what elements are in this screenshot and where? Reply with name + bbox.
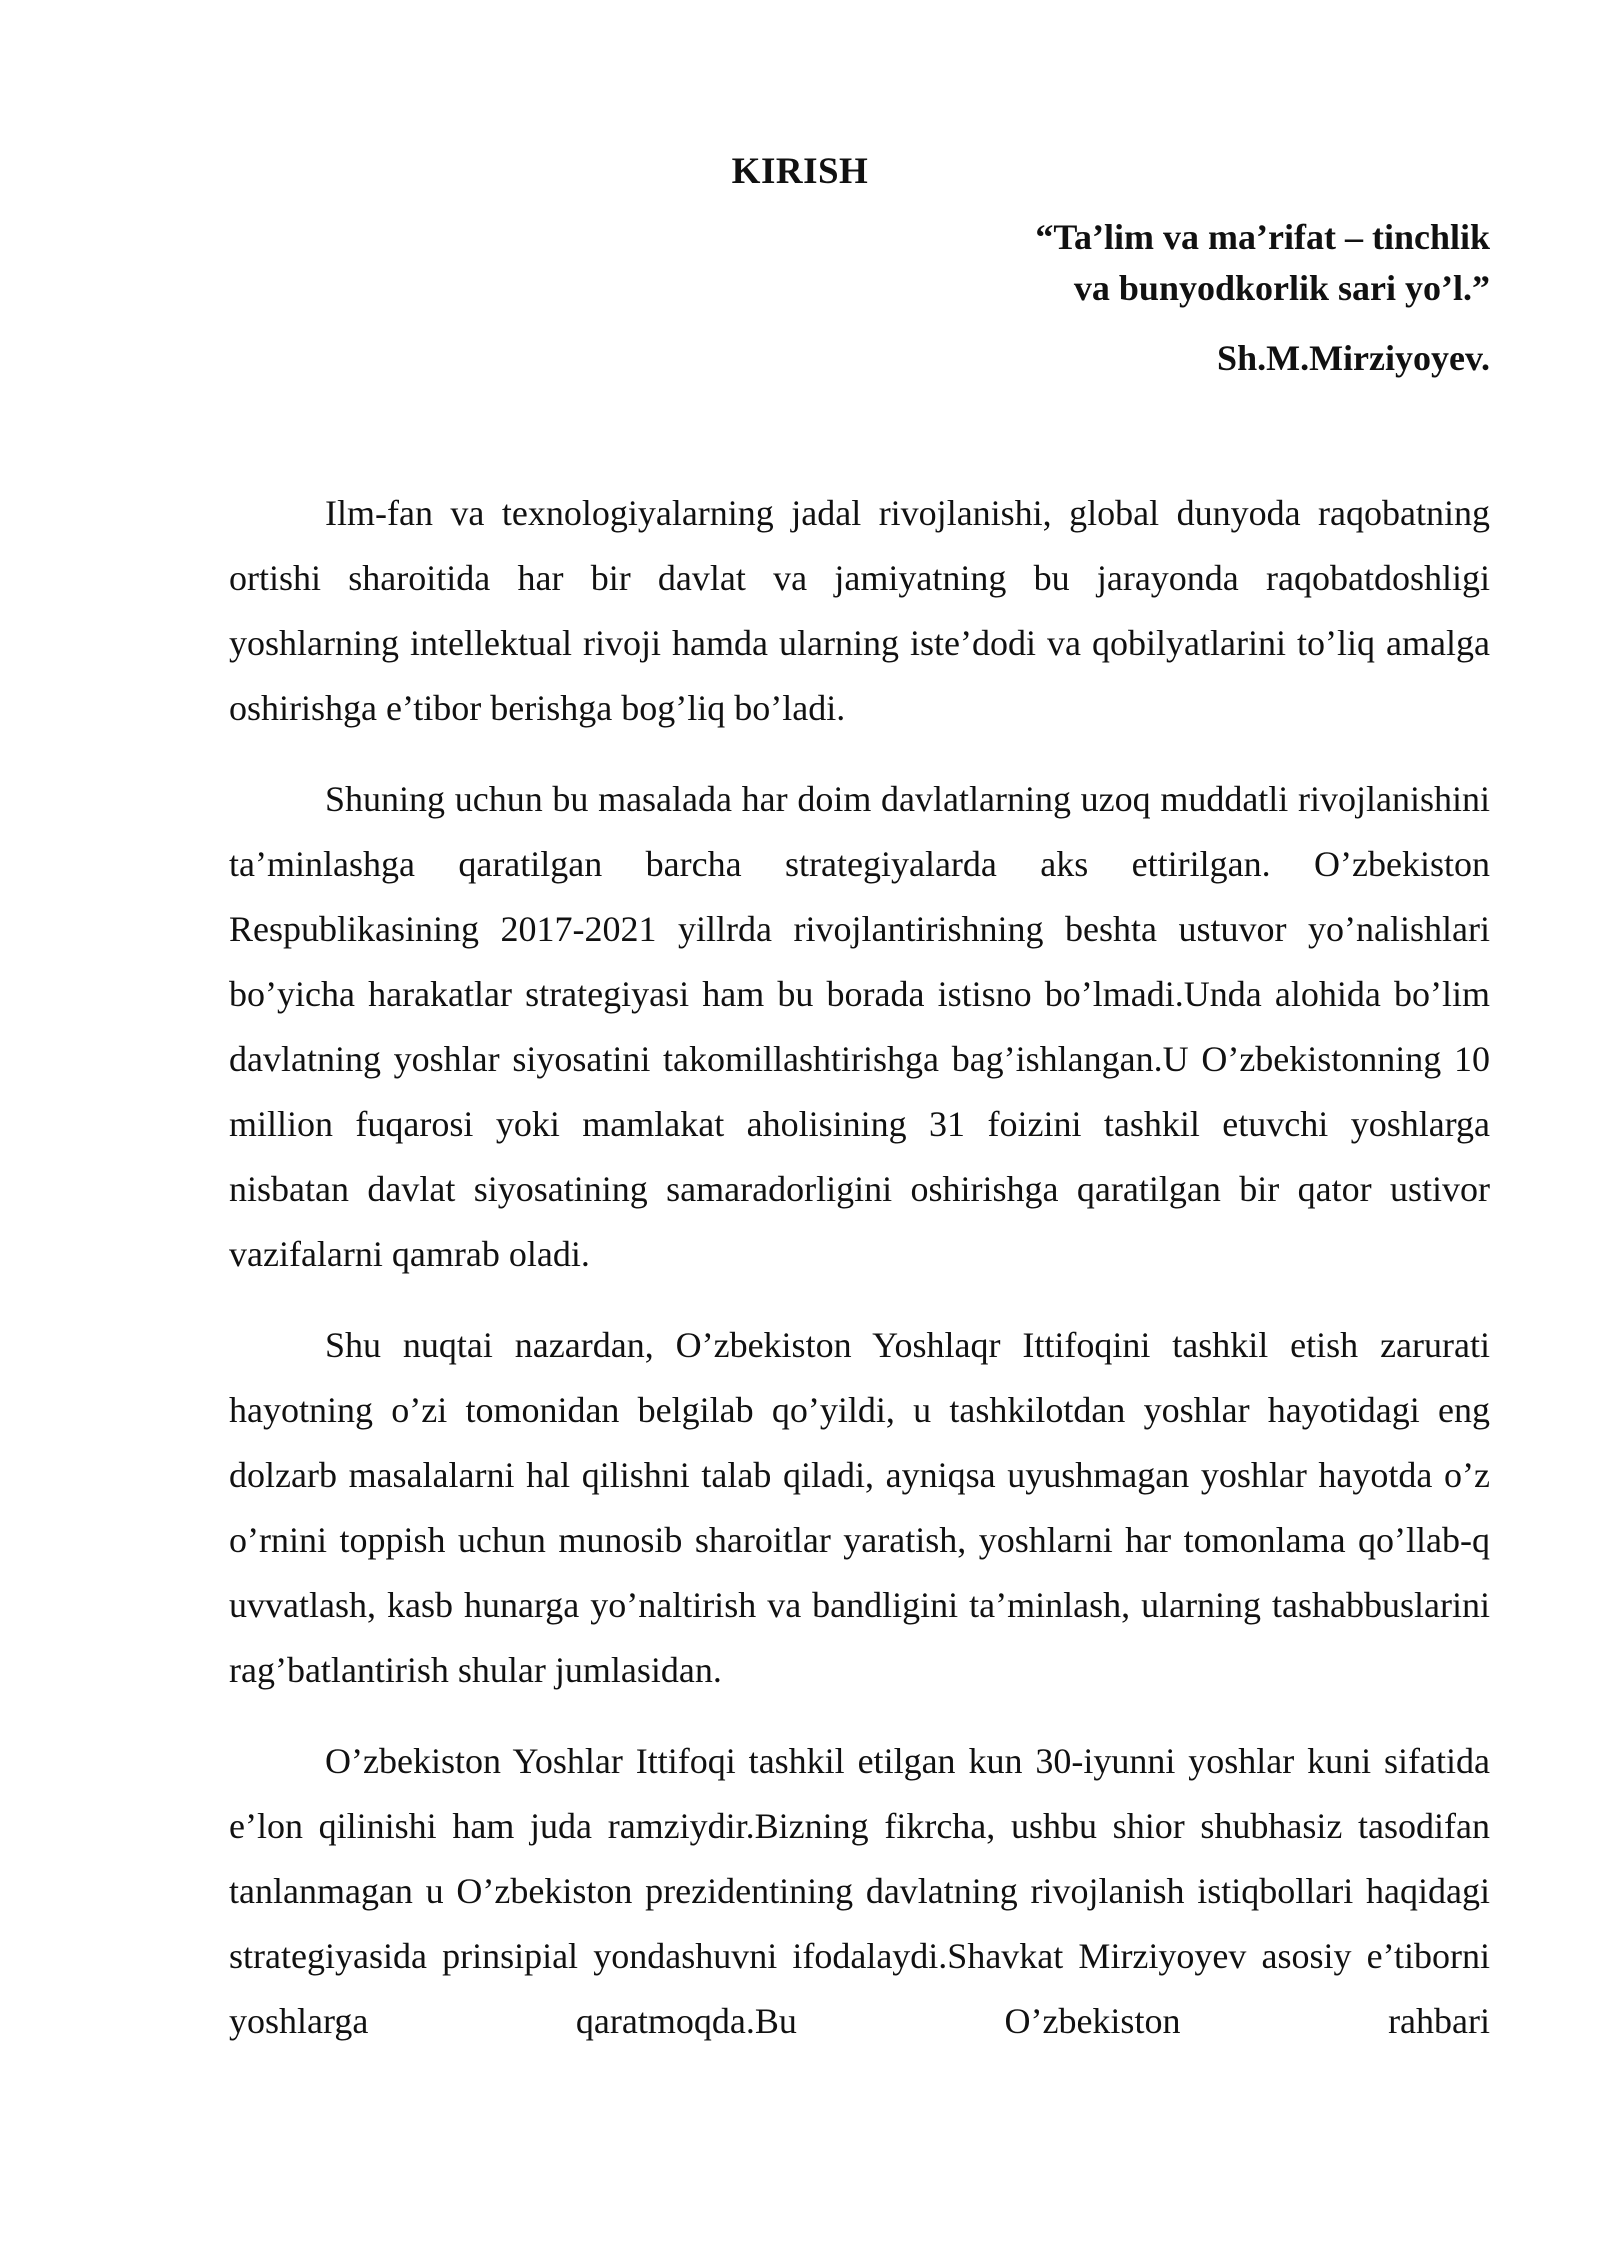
paragraph: Ilm-fan va texnologiyalarning jadal rivojlanishi, global dunyoda raqobatning ortishi sharoitida har bir davlat va jamiyatning bu jarayonda raqobatdoshligi yoshlarning intellektual rivoji hamda ularning iste’dodi va qobilyatlarini to’liq amalga oshirishga e’tibor berishga bog’liq bo’ladi. bbox=[229, 493, 1490, 728]
paragraph: O’zbekiston Yoshlar Ittifoqi tashkil etilgan kun 30-iyunni yoshlar kuni sifatida e’lon qilinishi ham juda ramziydir.Bizning fikrcha, ushbu shior shubhasiz tasodifan tanlanmagan u O’zbekiston prezidentining davlatning rivojlanish istiqbollari haqidagi strategiyasida prinsipial yondashuvni ifodalaydi.Shavkat Mirziyoyev asosiy e’tiborni yoshlarga qaratmoqda.Bu O’zbekiston rahbari bbox=[229, 1741, 1490, 2041]
epigraph-quote bbox=[1035, 212, 1490, 314]
epigraph-line: va bunyodkorlik sari yo’l.” bbox=[1073, 268, 1490, 308]
paragraph: Shuning uchun bu masalada har doim davlatlarning uzoq muddatli rivojlanishini ta’minlashga qaratilgan barcha strategiyalarda aks ettirilgan. O’zbekiston Respublikasining 2017-2021 yillrda rivojlantirishning beshta ustuvor yo’nalishlari bo’yicha harakatlar strategiyasi ham bu borada istisno bo’lmadi.Unda alohida bo’lim davlatning yoshlar siyosatini takomillashtirishga bag’ishlangan.U O’zbekistonning 10 million fuqarosi yoki mamlakat aholisining 31 foizini tashkil etuvchi yoshlarga nisbatan davlat siyosatining samaradorligini oshirishga qaratilgan bir qator ustivor vazifalarni qamrab oladi. bbox=[229, 779, 1490, 1274]
epigraph-line: “Ta’lim va ma’rifat – tinchlik bbox=[1035, 217, 1490, 257]
epigraph-author: Sh.M.Mirziyoyev. bbox=[1217, 338, 1490, 378]
body-text bbox=[229, 481, 1490, 2080]
paragraph: Shu nuqtai nazardan, O’zbekiston Yoshlaqr Ittifoqini tashkil etish zarurati hayotning o’zi tomonidan belgilab qo’yildi, u tashkilotdan yoshlar hayotidagi eng dolzarb masalalarni hal qilishni talab qiladi, ayniqsa uyushmagan yoshlar hayotda o’z o’rnini toppish uchun munosib sharoitlar yaratish, yoshlarni har tomonlama qo’llab-q uvvatlash, kasb hunarga yo’naltirish va bandligini ta’minlash, ularning tashabbuslarini rag’batlantirish shular jumlasidan. bbox=[229, 1325, 1490, 1690]
page-title: KIRISH bbox=[731, 151, 869, 192]
